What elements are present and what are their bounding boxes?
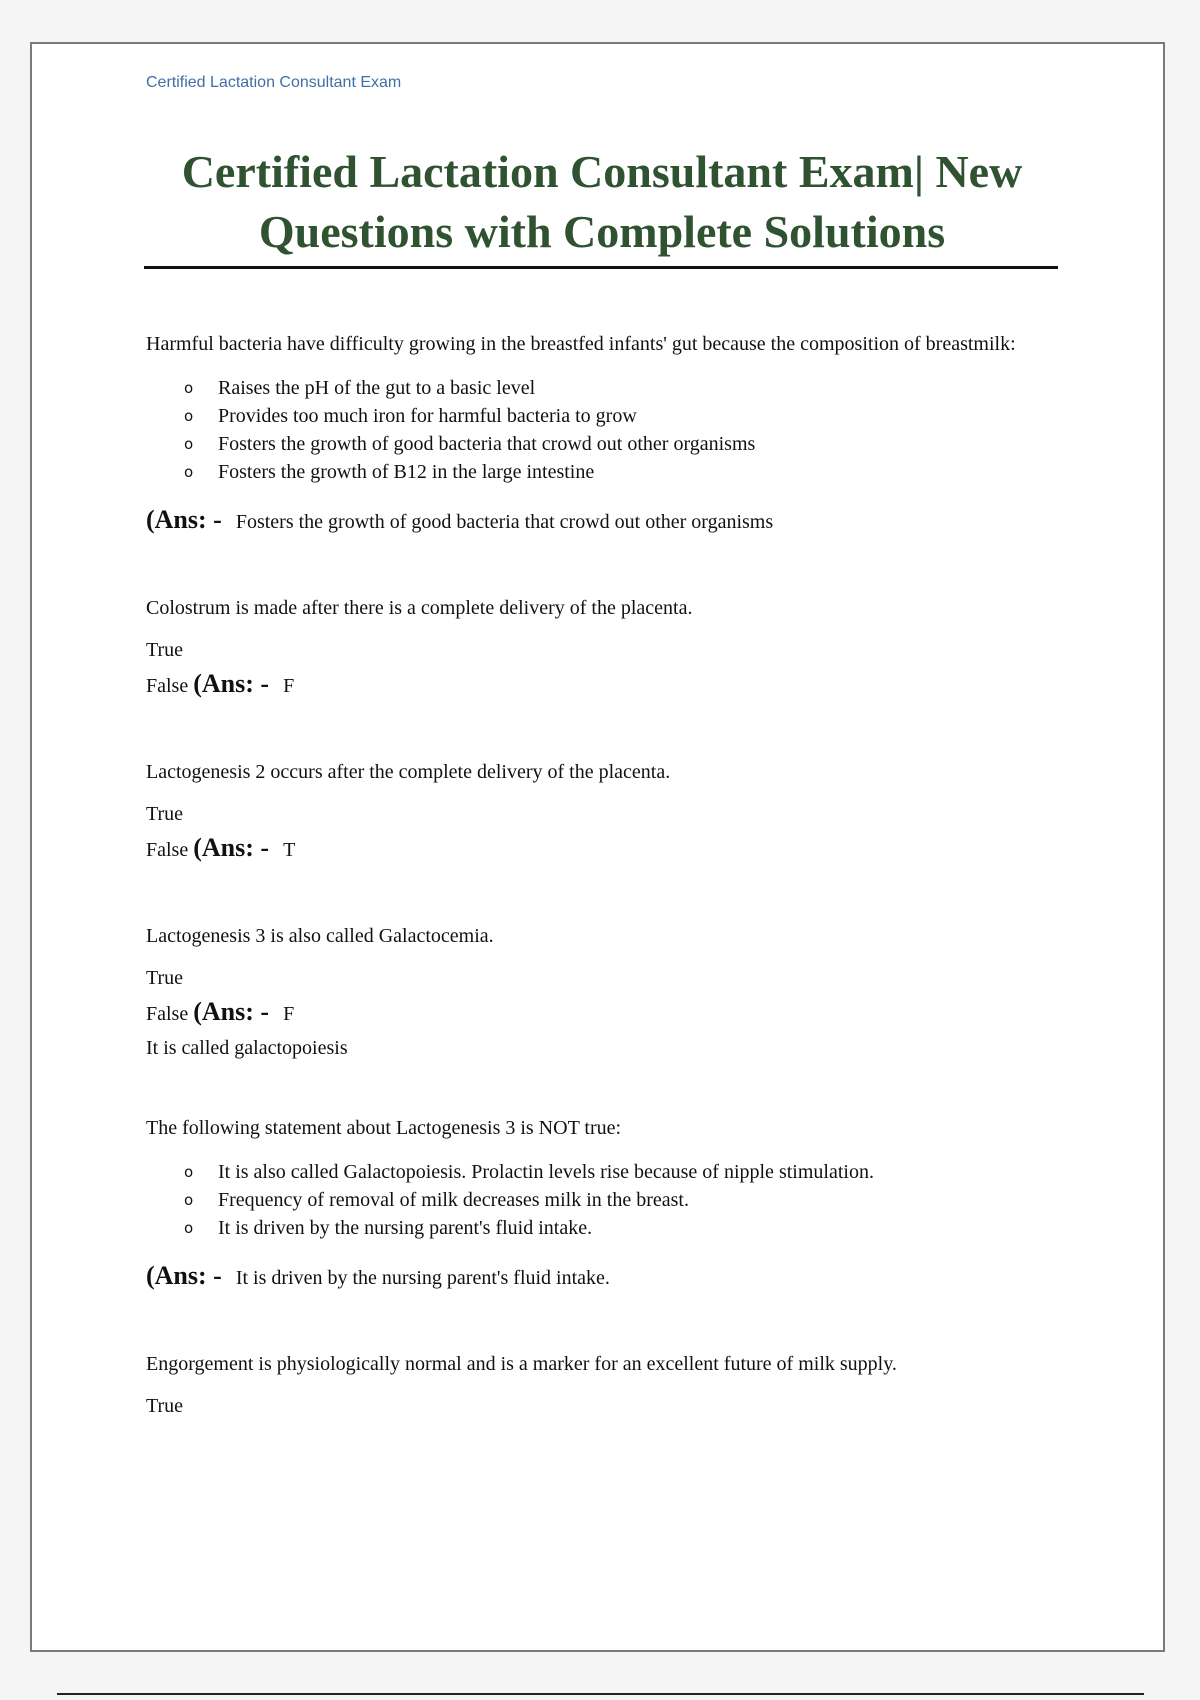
- bottom-rule: [57, 1693, 1144, 1695]
- question-1-answer: [146, 500, 1026, 542]
- false-option: False: [146, 1003, 189, 1025]
- circle-bullet-icon: o: [184, 1163, 194, 1181]
- circle-bullet-icon: o: [184, 407, 194, 425]
- answer-label: (Ans: -: [146, 505, 222, 534]
- answer-text: Fosters the growth of good bacteria that crowd out other organisms: [235, 511, 774, 533]
- question-5-answer: [146, 1256, 1026, 1298]
- question-2-answer: [146, 664, 1026, 706]
- question-list: [146, 330, 1026, 1420]
- circle-bullet-icon: o: [184, 435, 194, 453]
- circle-bullet-icon: o: [184, 1219, 194, 1237]
- option: o Frequency of removal of milk decreases milk in the breast.: [184, 1186, 1026, 1214]
- true-option: True: [146, 967, 184, 989]
- question-3-answer: [146, 828, 1026, 870]
- option: o Fosters the growth of B12 in the large intestine: [184, 458, 1026, 486]
- option: o Fosters the growth of good bacteria that crowd out other organisms: [184, 430, 1026, 458]
- question-4-answer: [146, 992, 1026, 1034]
- answer-text: T: [283, 839, 296, 861]
- question-6-prompt: Engorgement is physiologically normal and is a marker for an excellent future of milk supply.: [146, 1353, 897, 1375]
- circle-bullet-icon: o: [184, 379, 194, 397]
- true-option: True: [146, 639, 184, 661]
- question-3-prompt: Lactogenesis 2 occurs after the complete delivery of the placenta.: [146, 761, 671, 783]
- true-option: True: [146, 1395, 184, 1417]
- answer-text: F: [283, 1003, 295, 1025]
- title-underline: [144, 266, 1058, 269]
- question-1-prompt: Harmful bacteria have difficulty growing in the breastfed infants' gut because the composition of breastmilk:: [146, 333, 1016, 355]
- question-5-options: [146, 1158, 1026, 1242]
- answer-text: It is driven by the nursing parent's fluid intake.: [235, 1267, 610, 1289]
- answer-label: (Ans: -: [193, 669, 270, 698]
- false-option: False: [146, 839, 189, 861]
- option: o It is driven by the nursing parent's fluid intake.: [184, 1214, 1026, 1242]
- title-line-2: Questions with Complete Solutions: [258, 206, 946, 257]
- answer-label: (Ans: -: [193, 833, 270, 862]
- answer-label: (Ans: -: [146, 1261, 222, 1290]
- option: o Raises the pH of the gut to a basic level: [184, 374, 1026, 402]
- false-option: False: [146, 675, 189, 697]
- answer-label: (Ans: -: [193, 997, 270, 1026]
- running-header: Certified Lactation Consultant Exam: [146, 74, 402, 91]
- answer-text: F: [283, 675, 295, 697]
- true-option: True: [146, 803, 184, 825]
- answer-note: It is called galactopoiesis: [146, 1037, 348, 1059]
- question-5-prompt: The following statement about Lactogenesis 3 is NOT true:: [146, 1117, 622, 1139]
- document-title: [146, 142, 1058, 262]
- title-line-1: Certified Lactation Consultant Exam| New: [181, 146, 1023, 197]
- question-4-prompt: Lactogenesis 3 is also called Galactocemia.: [146, 925, 494, 947]
- option: o Provides too much iron for harmful bacteria to grow: [184, 402, 1026, 430]
- question-2-prompt: Colostrum is made after there is a complete delivery of the placenta.: [146, 597, 693, 619]
- question-1-options: [146, 374, 1026, 486]
- option: o It is also called Galactopoiesis. Prolactin levels rise because of nipple stimulation.: [184, 1158, 1026, 1186]
- circle-bullet-icon: o: [184, 463, 194, 481]
- circle-bullet-icon: o: [184, 1191, 194, 1209]
